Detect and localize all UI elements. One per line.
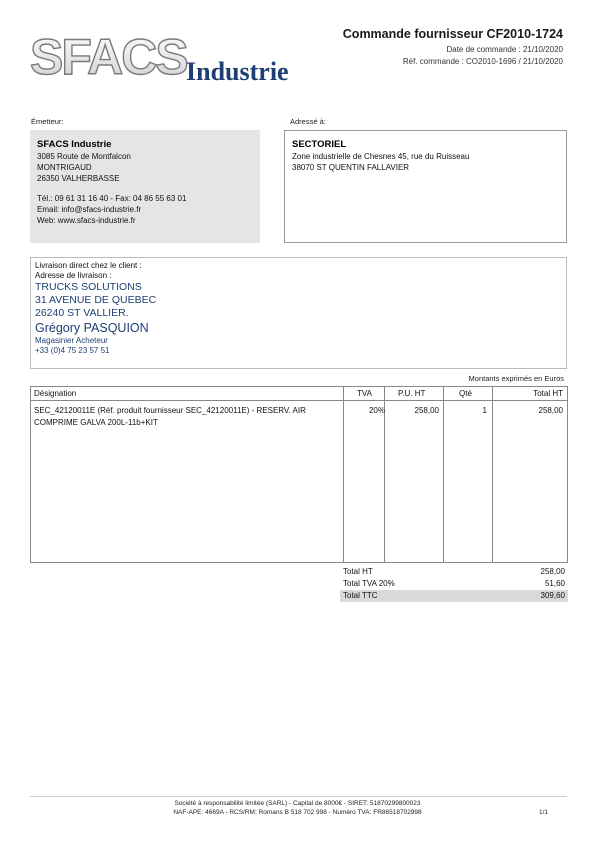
total-tva-row bbox=[340, 578, 568, 590]
currency-note: Montants exprimés en Euros bbox=[468, 374, 564, 383]
row-designation-line-1: SEC_42120011E (Réf. produit fournisseur SEC_42120011E) - RESERV. AIR bbox=[34, 406, 306, 415]
emitter-name: SFACS Industrie bbox=[37, 139, 112, 150]
delivery-block bbox=[30, 257, 567, 369]
emitter-phone: Tél.: 09 61 31 16 40 - Fax: 04 86 55 63 01 bbox=[37, 194, 187, 203]
emitter-address-1: 3085 Route de Montfalcon bbox=[37, 152, 131, 161]
order-reference: Réf. commande : CO2010-1696 / 21/10/2020 bbox=[402, 57, 563, 66]
order-date: Date de commande : 21/10/2020 bbox=[446, 45, 563, 54]
footer-legal-2: NAF-APE: 4669A - RCS/RM: Romans B 518 702 998 - Numéro TVA: FR86518702998 bbox=[173, 809, 422, 816]
column-header-designation: Désignation bbox=[34, 389, 77, 398]
delivery-label: Adresse de livraison : bbox=[35, 271, 112, 280]
recipient-block bbox=[284, 130, 567, 243]
column-header-tva: TVA bbox=[357, 389, 372, 398]
total-tva-label: Total TVA 20% bbox=[343, 579, 395, 588]
recipient-name: SECTORIEL bbox=[292, 139, 347, 150]
items-table bbox=[30, 386, 568, 563]
emitter-email: Email: info@sfacs-industrie.fr bbox=[37, 205, 142, 214]
total-ttc-row bbox=[340, 590, 568, 602]
delivery-street: 31 AVENUE DE QUEBEC bbox=[35, 294, 157, 306]
page-title: Commande fournisseur CF2010-1724 bbox=[342, 27, 563, 41]
table-header bbox=[31, 387, 567, 401]
total-tva-value: 51,60 bbox=[544, 579, 565, 588]
row-designation-line-2: COMPRIME GALVA 200L-11b+KIT bbox=[34, 418, 158, 427]
row-quantity: 1 bbox=[482, 406, 487, 415]
row-unit-price: 258,00 bbox=[414, 406, 439, 415]
row-tva: 20% bbox=[368, 406, 385, 415]
delivery-city: 26240 ST VALLIER. bbox=[35, 307, 129, 319]
total-ht-label: Total HT bbox=[343, 567, 373, 576]
delivery-intro: Livraison direct chez le client : bbox=[35, 261, 142, 270]
column-header-unit-price: P.U. HT bbox=[398, 389, 426, 398]
total-ht-value: 258,00 bbox=[540, 567, 565, 576]
company-logo bbox=[28, 28, 318, 88]
column-header-total: Total HT bbox=[533, 389, 563, 398]
total-ttc-value: 309,60 bbox=[540, 591, 565, 600]
footer-legal-1: Société à responsabilité limitée (SARL) - Capital de 8000€ - SIRET: 51870299800023 bbox=[174, 800, 421, 807]
footer-divider bbox=[30, 796, 567, 797]
totals-block bbox=[340, 566, 568, 602]
emitter-website: Web: www.sfacs-industrie.fr bbox=[37, 216, 136, 225]
recipient-address-1: Zone industrielle de Chesnes 45, rue du Ruisseau bbox=[292, 152, 470, 161]
total-ht-row bbox=[340, 566, 568, 578]
delivery-contact-name: Grégory PASQUION bbox=[35, 321, 149, 335]
recipient-address-2: 38070 ST QUENTIN FALLAVIER bbox=[292, 163, 410, 172]
emitter-address-3: 26350 VALHERBASSE bbox=[37, 174, 120, 183]
row-total: 258,00 bbox=[538, 406, 563, 415]
total-ttc-label: Total TTC bbox=[343, 591, 378, 600]
emitter-block bbox=[30, 130, 260, 243]
page-number: 1/1 bbox=[538, 809, 548, 816]
emitter-label: Émetteur: bbox=[31, 117, 64, 126]
column-header-quantity: Qté bbox=[459, 389, 472, 398]
delivery-company: TRUCKS SOLUTIONS bbox=[35, 281, 142, 293]
recipient-label: Adressé à: bbox=[290, 117, 326, 126]
emitter-address-2: MONTRIGAUD bbox=[37, 163, 92, 172]
logo-mark: SFACS bbox=[30, 29, 187, 85]
delivery-contact-role: Magasinier Acheteur bbox=[35, 336, 108, 345]
delivery-contact-phone: +33 (0)4 75 23 57 51 bbox=[35, 346, 110, 355]
logo-word: Industrie bbox=[186, 57, 289, 86]
